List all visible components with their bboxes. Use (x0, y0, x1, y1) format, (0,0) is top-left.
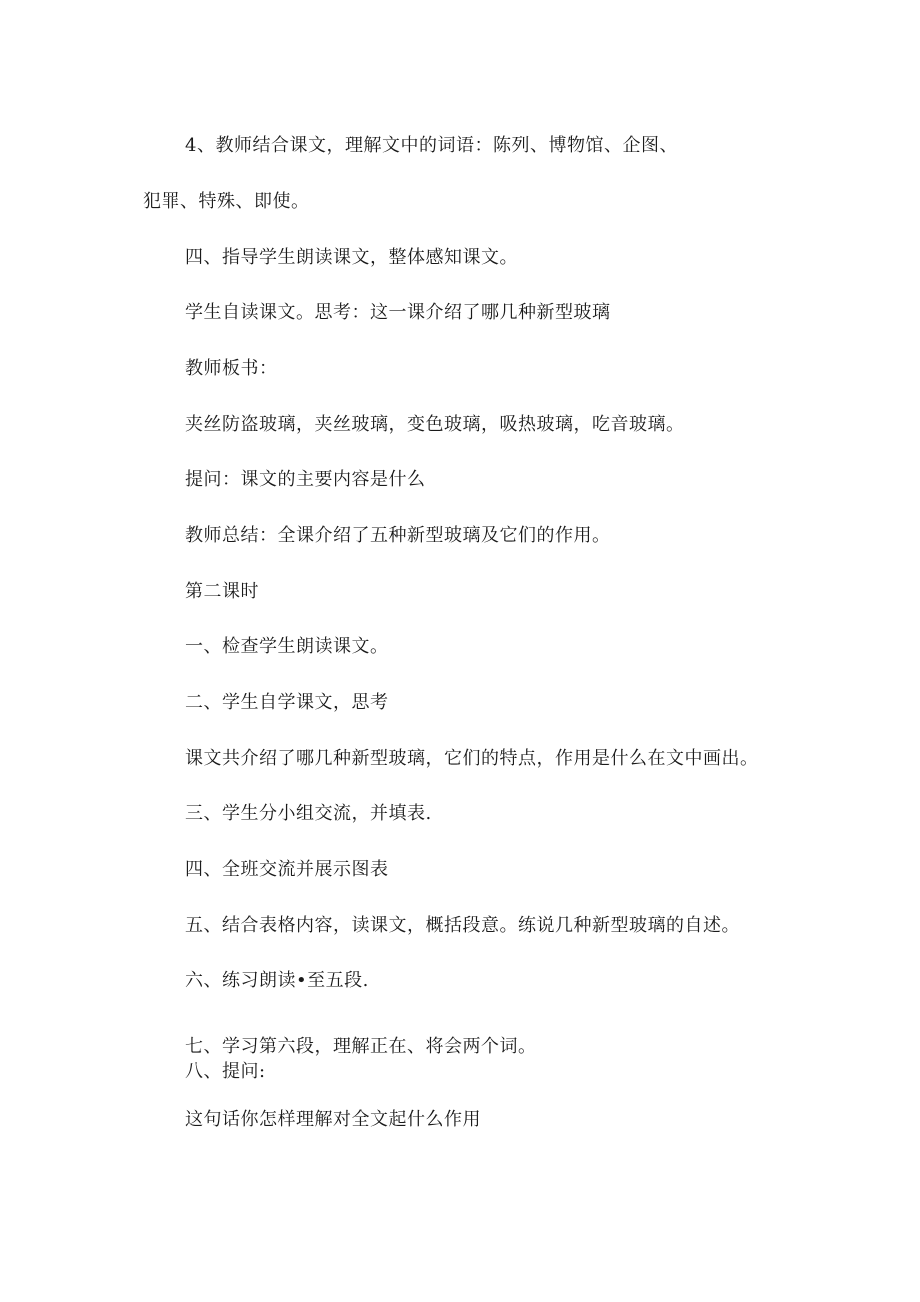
step-eight-question: 这句话你怎样理解对全文起什么作用 (185, 1109, 481, 1130)
board-writing-label: 教师板书： (185, 358, 278, 379)
question-main-content: 提问：课文的主要内容是什么 (185, 469, 426, 490)
step-four-heading: 四、指导学生朗读课文，整体感知课文。 (185, 247, 518, 268)
paragraph-self-reading: 学生自读课文。思考：这一课介绍了哪几种新型玻璃 (185, 302, 611, 323)
step-two: 二、学生自学课文，思考 (185, 692, 389, 713)
step-one: 一、检查学生朗读课文。 (185, 636, 389, 657)
step-five: 五、结合表格内容，读课文，概括段意。练说几种新型玻璃的自述。 (185, 915, 740, 936)
paragraph-vocabulary: 4、教师结合课文，理解文中的词语：陈列、博物馆、企图、 (185, 135, 678, 156)
teacher-summary: 教师总结：全课介绍了五种新型玻璃及它们的作用。 (185, 525, 611, 546)
board-writing-content: 夹丝防盗玻璃，夹丝玻璃，变色玻璃，吸热玻璃，吃音玻璃。 (185, 414, 685, 435)
step-three: 三、学生分小组交流，并填表. (185, 803, 432, 824)
second-lesson-heading: 第二课时 (185, 581, 259, 602)
step-eight: 八、提问: (185, 1061, 266, 1082)
step-six: 六、练习朗读•至五段. (185, 970, 369, 991)
step-two-detail: 课文共介绍了哪几种新型玻璃，它们的特点，作用是什么在文中画出。 (185, 748, 759, 769)
step-four: 四、全班交流并展示图表 (185, 859, 389, 880)
step-seven: 七、学习第六段，理解正在、将会两个词。 (185, 1036, 537, 1057)
paragraph-vocabulary-continued: 犯罪、特殊、即使。 (143, 191, 310, 212)
